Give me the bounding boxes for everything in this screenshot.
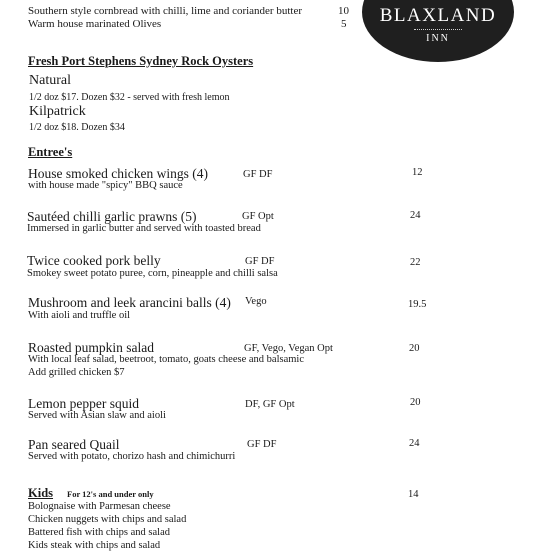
- dietary-tags: GF, Vego, Vegan Opt: [244, 343, 333, 354]
- kids-item: Chicken nuggets with chips and salad: [28, 514, 187, 525]
- logo-name: BLAXLAND: [379, 5, 497, 26]
- dish-description: With local leaf salad, beetroot, tomato, goats cheese and balsamic: [28, 354, 304, 365]
- dish-description: with house made "spicy" BBQ sauce: [28, 180, 183, 191]
- dish-price: 22: [410, 257, 421, 268]
- oyster-item-desc: 1/2 doz $18. Dozen $34: [29, 122, 125, 133]
- dietary-tags: GF Opt: [242, 211, 274, 222]
- dish-name: Lemon pepper squid: [28, 396, 139, 411]
- top-item-name: Southern style cornbread with chilli, lime and coriander butter: [28, 5, 303, 17]
- dish-name: Twice cooked pork belly: [27, 253, 161, 268]
- kids-price: 14: [408, 489, 419, 500]
- dish-description: Immersed in garlic butter and served with toasted bread: [27, 223, 261, 234]
- dietary-tags: Vego: [245, 296, 267, 307]
- dish-price: 20: [410, 397, 421, 408]
- dish-description: Smokey sweet potato puree, corn, pineapple and chilli salsa: [27, 268, 278, 279]
- kids-age-note: For 12's and under only: [67, 489, 154, 499]
- dish-description: Served with potato, chorizo hash and chimichurri: [28, 451, 236, 462]
- dietary-tags: GF DF: [243, 169, 273, 180]
- kids-item: Bolognaise with Parmesan cheese: [28, 501, 171, 512]
- oyster-item-name: Kilpatrick: [29, 104, 86, 119]
- kids-section-title: Kids: [28, 486, 54, 500]
- top-item-price: 5: [341, 18, 347, 30]
- oyster-item-name: Natural: [29, 73, 71, 88]
- top-item-name: Warm house marinated Olives: [28, 18, 162, 30]
- dish-description: Served with Asian slaw and aioli: [28, 410, 166, 421]
- dish-name: Mushroom and leek arancini balls (4): [28, 295, 231, 310]
- dietary-tags: GF DF: [247, 439, 277, 450]
- blaxland-inn-logo: [362, 0, 514, 62]
- logo-subtitle: INN: [426, 33, 450, 44]
- dish-price: 20: [409, 343, 420, 354]
- dish-name: Roasted pumpkin salad: [28, 340, 154, 355]
- top-item-price: 10: [338, 5, 349, 17]
- dietary-tags: GF DF: [245, 256, 275, 267]
- kids-item: Battered fish with chips and salad: [28, 527, 171, 538]
- oyster-item-desc: 1/2 doz $17. Dozen $32 - served with fresh lemon: [29, 92, 230, 103]
- dish-price: 24: [410, 210, 421, 221]
- dish-addon: Add grilled chicken $7: [28, 367, 125, 378]
- dish-name: Pan seared Quail: [28, 437, 120, 452]
- kids-item: Kids steak with chips and salad: [28, 540, 161, 551]
- dish-price: 12: [412, 167, 423, 178]
- dish-name: House smoked chicken wings (4): [28, 166, 208, 181]
- oysters-section-title: Fresh Port Stephens Sydney Rock Oysters: [28, 54, 254, 68]
- dietary-tags: DF, GF Opt: [245, 399, 295, 410]
- logo-divider: [414, 29, 462, 30]
- dish-description: With aioli and truffle oil: [28, 310, 131, 321]
- dish-price: 19.5: [408, 299, 427, 310]
- dish-name: Sautéed chilli garlic prawns (5): [27, 209, 197, 224]
- entree-section-title: Entree's: [28, 145, 73, 159]
- dish-price: 24: [409, 438, 420, 449]
